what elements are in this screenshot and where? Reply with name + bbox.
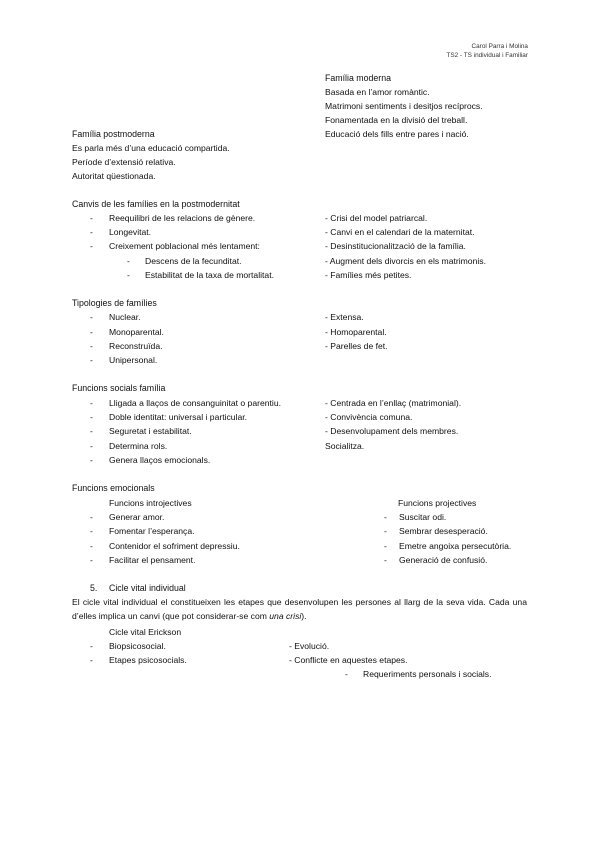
socials-left-item: Determina rols.: [109, 441, 168, 451]
header-subject: TS2 - TS individual i Familiar: [446, 52, 528, 59]
postmoderna-line: Autoritat qüestionada.: [72, 171, 156, 181]
introjectives-title: Funcions introjectives: [109, 498, 192, 508]
projective-item: Sembrar desesperació.: [399, 526, 488, 536]
bullet-dash: -: [90, 341, 93, 351]
bullet-dash: -: [90, 555, 93, 565]
bullet-dash: -: [384, 555, 387, 565]
erickson-left-item: Etapes psicosocials.: [109, 655, 187, 665]
tipologies-title: Tipologies de famílies: [72, 298, 157, 308]
tipologies-right-item: - Extensa.: [325, 312, 364, 322]
tipologies-right-item: - Homoparental.: [325, 327, 387, 337]
projective-item: Emetre angoixa persecutòria.: [399, 541, 512, 551]
bullet-dash: -: [90, 512, 93, 522]
bullet-dash: -: [90, 213, 93, 223]
bullet-dash: -: [90, 227, 93, 237]
tipologies-right-item: - Parelles de fet.: [325, 341, 388, 351]
postmoderna-line: Període d’extensió relativa.: [72, 157, 176, 167]
moderna-title: Família moderna: [325, 73, 392, 83]
moderna-line: Fonamentada en la divisió del treball.: [325, 115, 468, 125]
bullet-dash: -: [90, 398, 93, 408]
bullet-dash: -: [90, 655, 93, 665]
canvis-left-item: Reequilibri de les relacions de gènere.: [109, 213, 256, 223]
bullet-dash: -: [90, 412, 93, 422]
canvis-right-item: - Famílies més petites.: [325, 270, 412, 280]
postmoderna-line: Es parla més d’una educació compartida.: [72, 143, 230, 153]
bullet-dash: -: [90, 455, 93, 465]
socials-right-item: - Desenvolupament dels membres.: [325, 426, 459, 436]
erickson-extra-item: Requeriments personals i socials.: [363, 669, 492, 679]
bullet-dash: -: [90, 355, 93, 365]
tipologies-left-item: Nuclear.: [109, 312, 141, 322]
socials-left-item: Lligada a llaços de consanguinitat o parentiu.: [109, 398, 281, 408]
canvis-left-item: Longevitat.: [109, 227, 152, 237]
emocionals-title: Funcions emocionals: [72, 483, 155, 493]
bullet-dash: -: [345, 669, 348, 679]
socials-left-item: Seguretat i estabilitat.: [109, 426, 192, 436]
bullet-dash: -: [90, 312, 93, 322]
moderna-line: Basada en l’amor romàntic.: [325, 87, 430, 97]
canvis-right-item: - Canvi en el calendari de la maternitat.: [325, 227, 475, 237]
canvis-left-item: Creixement poblacional més lentament:: [109, 241, 260, 251]
tipologies-left-item: Monoparental.: [109, 327, 164, 337]
bullet-dash: -: [384, 526, 387, 536]
introjective-item: Fomentar l’esperança.: [109, 526, 195, 536]
canvis-sub-item: Estabilitat de la taxa de mortalitat.: [145, 270, 274, 280]
projectives-title: Funcions projectives: [398, 498, 477, 508]
bullet-dash: -: [90, 441, 93, 451]
bullet-dash: -: [384, 512, 387, 522]
canvis-right-item: - Crisi del model patriarcal.: [325, 213, 428, 223]
erickson-right-item: - Evolució.: [289, 641, 330, 651]
introjective-item: Facilitar el pensament.: [109, 555, 196, 565]
erickson-title: Cicle vital Erickson: [109, 627, 182, 637]
canvis-sub-item: Descens de la fecunditat.: [145, 256, 242, 266]
postmoderna-title: Família postmoderna: [72, 129, 155, 139]
cicle-paragraph-em: una crisi: [269, 610, 302, 621]
socials-title: Funcions socials família: [72, 383, 166, 393]
introjective-item: Generar amor.: [109, 512, 165, 522]
canvis-right-item: - Augment dels divorcis en els matrimonis.: [325, 256, 486, 266]
bullet-dash: -: [90, 327, 93, 337]
canvis-title: Canvis de les famílies en la postmodernitat: [72, 199, 240, 209]
erickson-left-item: Biopsicosocial.: [109, 641, 166, 651]
socials-left-item: Genera llaços emocionals.: [109, 455, 211, 465]
socials-right-item: Socialitza.: [325, 441, 365, 451]
cicle-paragraph-end: ).: [301, 610, 307, 621]
projective-item: Generació de confusió.: [399, 555, 488, 565]
introjective-item: Contenidor el sofriment depressiu.: [109, 541, 240, 551]
canvis-right-item: - Desinstitucionalització de la família.: [325, 241, 466, 251]
erickson-right-item: - Conflicte en aquestes etapes.: [289, 655, 408, 665]
bullet-dash: -: [90, 241, 93, 251]
bullet-dash: -: [90, 526, 93, 536]
tipologies-left-item: Reconstruïda.: [109, 341, 163, 351]
tipologies-left-item: Unipersonal.: [109, 355, 158, 365]
cicle-number: 5.: [90, 583, 98, 593]
header-author: Carol Parra i Molina: [471, 43, 528, 50]
moderna-line: Matrimoni sentiments i desitjos recíprocs.: [325, 101, 483, 111]
cicle-paragraph-start: El cicle vital individual el constitueixen les etapes que desenvolupen les persones al llarg de la seva vida. Cada una d’elles implica un canvi (que pot considerar-se com: [72, 597, 527, 621]
bullet-dash: -: [127, 270, 130, 280]
bullet-dash: -: [90, 541, 93, 551]
bullet-dash: -: [90, 426, 93, 436]
cicle-paragraph: [72, 596, 527, 623]
moderna-line: Educació dels fills entre pares i nació.: [325, 129, 469, 139]
cicle-title: Cicle vital individual: [109, 583, 186, 593]
socials-right-item: - Centrada en l’enllaç (matrimonial).: [325, 398, 462, 408]
bullet-dash: -: [127, 256, 130, 266]
projective-item: Suscitar odi.: [399, 512, 447, 522]
socials-right-item: - Convivència comuna.: [325, 412, 413, 422]
socials-left-item: Doble identitat: universal i particular.: [109, 412, 248, 422]
bullet-dash: -: [90, 641, 93, 651]
bullet-dash: -: [384, 541, 387, 551]
